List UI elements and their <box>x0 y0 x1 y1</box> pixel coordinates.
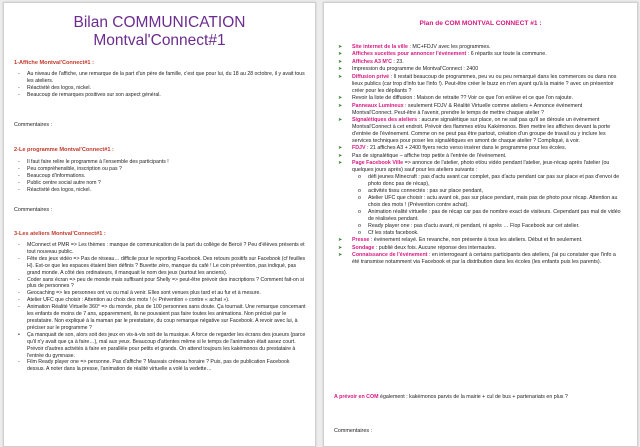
list-item: - Public centre social autre nom ? <box>18 180 308 187</box>
section-list-programme <box>18 159 308 194</box>
list-item: - Fête des jeux vidéo => Pas de réseau… difficile pour le reporting Facebook. Des retours positifs sur Facebook (cf feuilles H). Est-ce que les espaces étaient bien définis ? Buvette zéro, manque du café ! Le coin prévention, pas indiqué, pas grand monde. A côté des ordinateurs, il manquait le nom des jeux (surtout les anciens). <box>18 256 308 277</box>
plan-item: ➤ Page Facebook Ville => annonce de l'atelier, photo et/ou vidéo pendant l'atelier, jeux-récap après l'atelier (ou quelques jours après) sauf pour les ateliers suivants : o défi jeunes Minecraft : pas d'actu avant car complet, pas d'actu pendant car pas sur place et pas d'envoi de photo donc pas de récap), o activités tissu connectés : pas sur place pendant, o Atelier UFC que choisir : actu avant ok, pas sur place pendant, mais pas de photo pour récap. Attention au choix des mots ! (Prévention contre achat). o Animation réalité virtuelle : pas de récap car pas de nombre exact de visiteurs. Cependant pas mal de vidéo de réalisées pendant. o Ready player one : pas d'actu avant, ni pendant, ni après … Flop Facebook sur cet atelier. o Cf les stats facebook. <box>338 160 624 236</box>
plan-item: ➤ Panneaux Lumineux : seulement FDJV & Réalité Virtuelle comme ateliers + Annonce événement Montval'Connect. Peut-être à l'avenir, prendre le temps de mettre chaque atelier ? <box>338 103 624 117</box>
comments-label: Commentaires : <box>14 122 53 128</box>
plan-item: ➤ FDJV : 21 affiches A3 + 2400 flyers recto verso insérer dans le programme pour les écoles. <box>338 145 624 152</box>
list-item: - Au niveau de l'affiche, une remarque de la part d'un père de famille, c'est que pour lui, du 18 au 28 octobre, il y avait tous les ateliers. <box>18 71 308 85</box>
list-item: - Réactivité des logos, nickel. <box>18 85 308 92</box>
list-item: - MConnect et PMR => Les thèmes : manque de communication de la part du collège de Bercé ? Peu d'élèves présents et tout nouveau public. <box>18 242 308 256</box>
list-item: - Geocaching => les personnes ont vu ou mal à venir. Elles sont venues plus tard et au fur et à mesure. <box>18 290 308 297</box>
plan-item: ➤ Sondage : publié deux fois. Aucune réponse des internautes. <box>338 245 624 252</box>
sub-item: o Cf les stats facebook. <box>352 230 624 237</box>
section-heading-affiche: 1-Affiche Montval'Connect#1 : <box>14 60 94 66</box>
list-item: - Film Ready player one => personne. Pas d'affiche ? Mauvais créneau horaire ? Puis, pas de publication Facebook dessus. A noter dans la presse, l'animation de réalité virtuelle a volé la vedette… <box>18 359 308 373</box>
document-title: Bilan COMMUNICATION <box>73 14 246 31</box>
list-item: • Ça manquait de son, alors soit des jeux en vis-à-vis soit de la musique. A force de regarder les écrans des joueurs (parce qu'il n'y avait que ça à faire…), mal aux yeux. Beaucoup d'attentes même si le temps de l'animation était assez court. Prévoir d'autres activités à faire en parallèle pour petits et grands. On attend toujours les kakémonos du prestataire à l'entrée du gymnase. <box>18 332 308 360</box>
list-item: - Peu compréhensible, inscription ou pas ? <box>18 166 308 173</box>
list-item: - Atelier UFC que choisir : Attention au choix des mots ! (« Prévention » contre « achat »). <box>18 297 308 304</box>
sub-item: o Ready player one : pas d'actu avant, ni pendant, ni après … Flop Facebook sur cet atelier. <box>352 223 624 230</box>
document-subtitle: Montval'Connect#1 <box>93 32 226 49</box>
list-item: - Beaucoup de remarques positives sur son aspect général. <box>18 92 308 99</box>
plan-item: ➤ Pas de signalétique – affiche trop petite à l'entrée de l'événement. <box>338 153 624 160</box>
list-item: - Animation Réalité Virtuelle 360° => du monde, plus de 100 personnes sans doute. Ça tournait. Une remarque concernant les enfants de moins de 7 ans, apparemment, ils ne pouvaient pas faire toutes les animations. Non précisé par le prestataire. Non expliqué à la maman par le prestataire, du coup remarque négative sur Facebook. A revoir avec lui, à préciser sur le programme ? <box>18 304 308 332</box>
plan-list <box>338 44 624 267</box>
list-item: - Beaucoup d'informations. <box>18 173 308 180</box>
plan-item: ➤ Affiches A3 M'C : 23. <box>338 59 624 66</box>
section-list-ateliers <box>18 242 308 373</box>
comments-label: Commentaires : <box>334 428 373 434</box>
plan-item: ➤ Revoir la liste de diffusion : Maison de retraite ?? Voir ce que l'on enlève et ce que l'on rajoute. <box>338 95 624 102</box>
sub-item: o Animation réalité virtuelle : pas de récap car pas de nombre exact de visiteurs. Cependant pas mal de vidéo de réalisées pendant. <box>352 209 624 223</box>
section-heading-programme: 2-Le programme Montval'Connect#1 : <box>14 147 114 153</box>
plan-item: ➤ Signalétiques des ateliers : aucune signalétique sur place, on ne sait pas qu'il se déroule un événement Montval'Connect à cet endroit. Prévoir des flammes et/ou Kakémonos. Bien mettre les affiches devant la porte d'entrée de l'événement. Comme on ne peut pas être partout, création d'un groupe de travail ou y inclure les services techniques pour poser les signalétiques en amont de chaque atelier ? Compliqué, à voir. <box>338 117 624 145</box>
plan-item: ➤ Affiches sucettes pour annoncer l'événement : 6 répartis sur toute la commune. <box>338 51 624 58</box>
right-document-page <box>323 2 638 447</box>
section-heading-ateliers: 3-Les ateliers Montval'Connect#1 : <box>14 231 106 237</box>
plan-item: ➤ Connaissance de l'événement : en interrogeant à certains participants des ateliers, j'ai pu constater que l'info a été transmise notamment via Facebook et par la distribution dans les écoles (les enfants puis les parents). <box>338 252 624 266</box>
sub-item: o Atelier UFC que choisir : actu avant ok, pas sur place pendant, mais pas de photo pour récap. Attention au choix des mots ! (Prévention contre achat). <box>352 195 624 209</box>
section-list-affiche <box>18 71 308 99</box>
plan-item: ➤ Presse : événement relayé. En revanche, non présente à tous les ateliers. Début et fin seulement. <box>338 237 624 244</box>
list-item: - Réactivité des logos, nickel. <box>18 187 308 194</box>
plan-item: ➤ Site internet de la ville : MC+FDJV avec les programmes. <box>338 44 624 51</box>
facebook-sub-list <box>352 174 624 237</box>
plan-item: ➤ Diffusion privé : Il restait beaucoup de programmes, peu vu ou peu remarqué dans les commerces ou dans nos lieux publics (car trop d'info tue l'info !). Peut-être créer le buzz en n'en ayant qu'à la mairie ? avec un présentoir créer pour les dépliants ? <box>338 74 624 95</box>
plan-title: Plan de COM MONTVAL CONNECT #1 : <box>419 20 542 27</box>
list-item: - Coder sans écran => peu de monde mais suffisant pour Shelly => peut-être prévoir des inscriptions ? Comment fait-on si plus de personnes ? <box>18 277 308 291</box>
sub-item: o activités tissu connectés : pas sur place pendant, <box>352 188 624 195</box>
a-prevoir-paragraph: A prévoir en COM également : kakémonos parvis de la mairie + cul de bus + partenariats en plus ? <box>334 394 568 400</box>
sub-item: o défi jeunes Minecraft : pas d'actu avant car complet, pas d'actu pendant car pas sur place et pas d'envoi de photo donc pas de récap), <box>352 174 624 188</box>
plan-item: ➤ Impression du programme de Montval'Connect : 2400 <box>338 66 624 73</box>
left-document-page <box>3 2 316 447</box>
list-item: - Il faut faire relire le programme à l'ensemble des participants ! <box>18 159 308 166</box>
comments-label: Commentaires : <box>14 207 53 213</box>
